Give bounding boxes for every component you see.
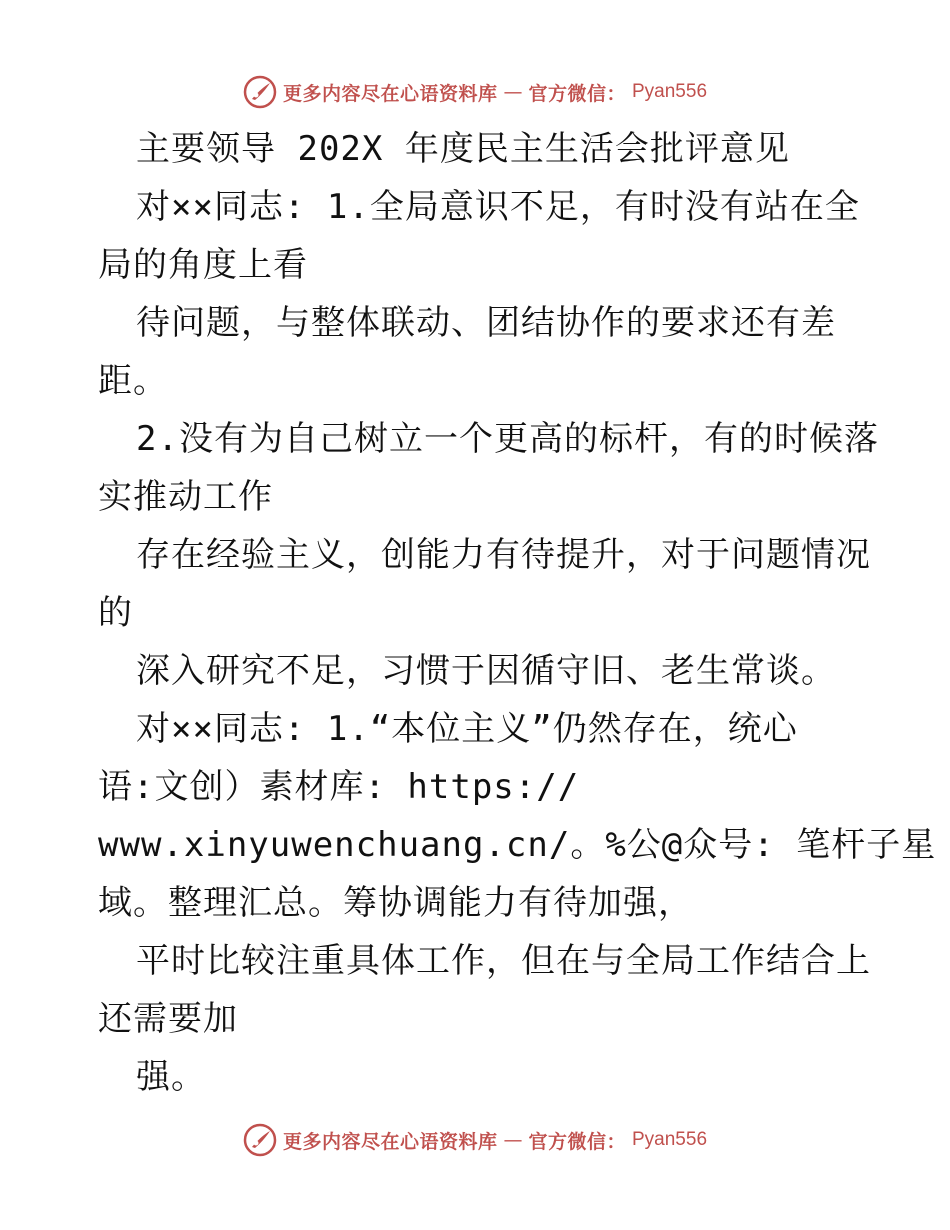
document-line: www.xinyuwenchuang.cn/。%公@众号: 笔杆子星	[98, 825, 937, 865]
document-line: 平时比较注重具体工作，但在与全局工作结合上	[136, 941, 871, 981]
document-line: 还需要加	[98, 999, 238, 1039]
document-line: 对××同志: 1.全局意识不足，有时没有站在全	[136, 187, 860, 227]
document-line: 实推动工作	[98, 477, 273, 517]
document-line: 深入研究不足，习惯于因循守旧、老生常谈。	[136, 651, 836, 691]
document-body	[98, 120, 937, 1106]
header-banner	[0, 72, 950, 112]
document-line: 2.没有为自己树立一个更高的标杆，有的时候落	[136, 419, 879, 459]
banner-id: Pyan556	[632, 81, 708, 102]
document-line: 待问题，与整体联动、团结协作的要求还有差	[136, 303, 836, 343]
banner-dash: —	[503, 1129, 523, 1151]
banner-text: 更多内容尽在心语资料库	[282, 82, 498, 105]
banner-contact: 官方微信：	[528, 1130, 626, 1153]
document-line: 语:文创）素材库: https://	[98, 767, 580, 807]
quill-seal-icon	[243, 75, 277, 109]
banner-dash: —	[503, 81, 523, 103]
document-line: 对××同志: 1.“本位主义”仍然存在，统心	[136, 709, 798, 749]
banner-contact: 官方微信：	[528, 82, 626, 105]
document-line: 强。	[136, 1057, 206, 1097]
banner-id: Pyan556	[632, 1129, 708, 1150]
document-line: 的	[98, 593, 133, 633]
document-line: 局的角度上看	[98, 245, 308, 285]
document-line: 存在经验主义，创能力有待提升，对于问题情况	[136, 535, 871, 575]
document-line: 距。	[98, 361, 168, 401]
document-title: 主要领导 202X 年度民主生活会批评意见	[136, 129, 790, 169]
quill-seal-icon	[243, 1123, 277, 1157]
document-line: 域。整理汇总。筹协调能力有待加强，	[98, 883, 693, 923]
banner-text: 更多内容尽在心语资料库	[282, 1130, 498, 1153]
footer-banner	[0, 1120, 950, 1160]
